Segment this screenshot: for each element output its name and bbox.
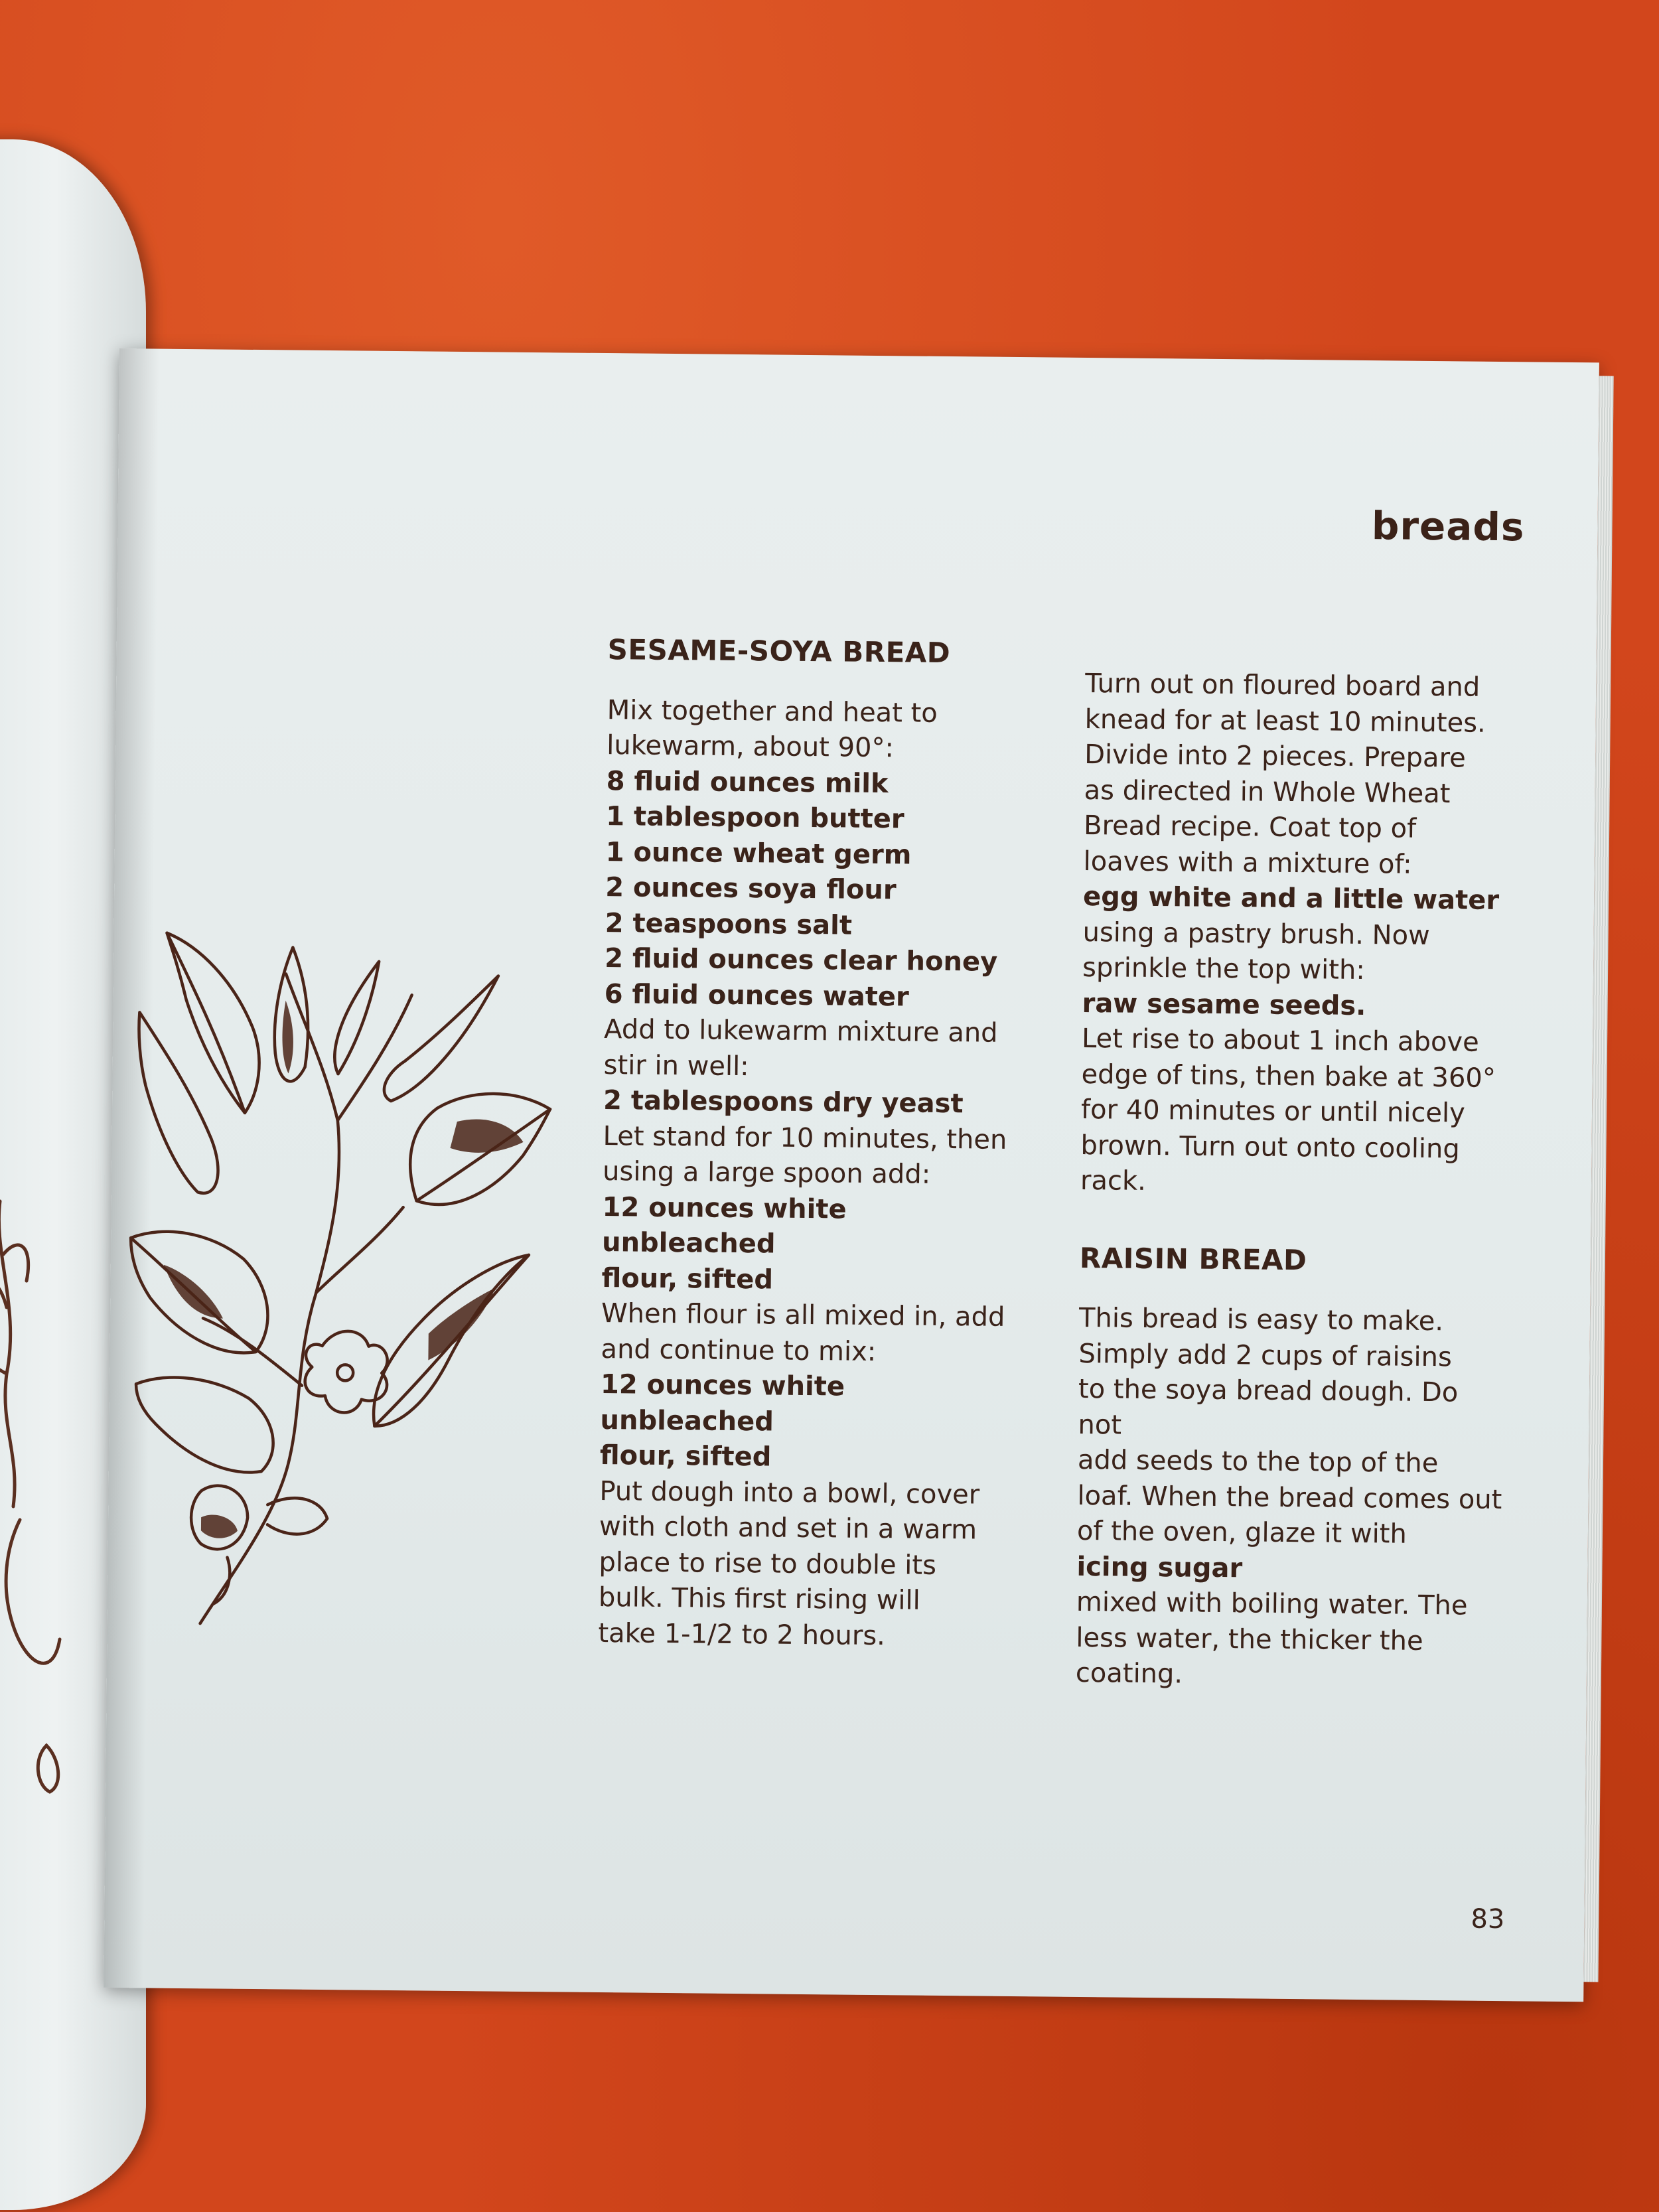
ingredient-flour: 12 ounces white unbleached flour, sifted [601,1191,847,1295]
recipe-step: This bread is easy to make. Simply add 2 cups of raisins to the soya bread dough. Do not add seeds to the top of the loaf. When the bread comes out of the oven, glaze it with [1076,1302,1502,1550]
recipe-step: Add to lukewarm mixture and stir in well: [603,1014,998,1082]
recipe-step: Let stand for 10 minutes, then using a large spoon add: [602,1120,1007,1190]
ingredient-sesame-seeds: raw sesame seeds. [1082,988,1366,1021]
recipe-step: Let rise to about 1 inch above edge of tins, then bake at 360° for 40 minutes or until nicely brown. Turn out onto cooling rack. [1080,1023,1496,1197]
botanical-illustration [120,919,565,1633]
continued-column [1076,666,1510,1696]
recipe-step: using a pastry brush. Now sprinkle the top with: [1082,917,1430,986]
recipe-step: Turn out on floured board and knead for at least 10 minutes. Divide into 2 pieces. Prepare as directed in Whole Wheat Bread recipe. Coat top of loaves with a mixture of: [1083,668,1486,880]
page-number: 83 [1471,1903,1505,1935]
recipe-page [104,348,1599,2002]
ingredient-list: 8 fluid ounces milk 1 tablespoon butter 1 ounce wheat germ 2 ounces soya flour 2 teaspoons salt 2 fluid ounces clear honey 6 fluid ounces water [604,765,998,1012]
recipe-title-raisin: RAISIN BREAD [1079,1241,1307,1276]
ingredient-yeast: 2 tablespoons dry yeast [603,1085,964,1120]
recipe-title-sesame-soya: SESAME-SOYA BREAD [607,633,951,670]
page-edge [1583,376,1613,1982]
sesame-soya-column [598,632,1033,1655]
ingredient-egg-white: egg white and a little water [1082,881,1500,916]
ingredient-flour: 12 ounces white unbleached flour, sifted [599,1369,845,1473]
left-page-sketch [0,1175,66,1918]
recipe-step: mixed with boiling water. The less water, the thicker the coating. [1075,1586,1468,1690]
ingredient-icing-sugar: icing sugar [1076,1551,1243,1584]
recipe-step: When flour is all mixed in, add and continue to mix: [601,1298,1005,1367]
section-title: breads [1371,503,1525,550]
recipe-step: Put dough into a bowl, cover with cloth and set in a warm place to rise to double its bulk. This first rising will take 1-1/2 to 2 hours. [598,1475,980,1651]
recipe-intro: Mix together and heat to lukewarm, about 90°: [607,694,938,764]
